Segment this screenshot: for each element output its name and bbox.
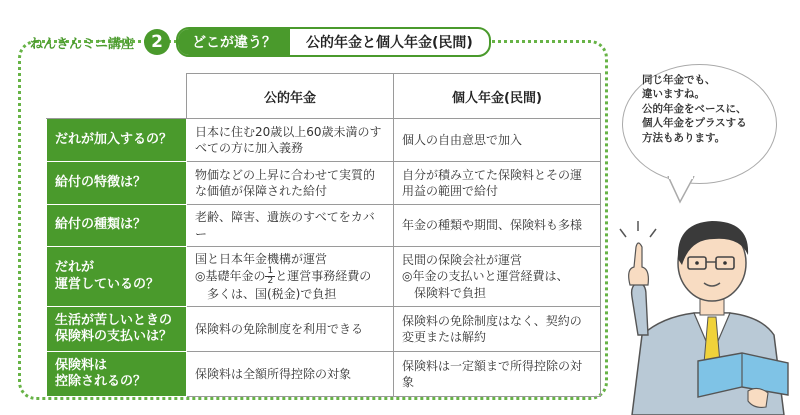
row-label xyxy=(47,307,187,352)
public-cell: 老齢、障害、遺族のすべてをカバー xyxy=(187,205,394,247)
private-cell: 自分が積み立てた保険料とその運用益の範囲で給付 xyxy=(394,162,601,205)
bubble-line: 違いますね。 xyxy=(642,88,705,101)
column-header-private: 個人年金(民間) xyxy=(394,74,601,119)
row-label-line: 生活が苦しいときの xyxy=(55,312,173,328)
row-label xyxy=(47,247,187,307)
bubble-line: 同じ年金でも、 xyxy=(642,74,716,86)
lesson-header xyxy=(30,27,491,57)
private-cell: 年金の種類や期間、保険料も多様 xyxy=(394,205,601,247)
cell-line: 国と日本年金機構が運営 xyxy=(195,251,328,266)
cell-line: 保険料で負担 xyxy=(414,285,487,300)
title-topic: 公的年金と個人年金(民間) xyxy=(306,35,473,51)
column-header-public: 公的年金 xyxy=(187,74,394,119)
comparison-table xyxy=(46,73,601,397)
public-cell: 保険料の免除制度を利用できる xyxy=(187,307,394,352)
series-label: ねんきんミニ講座 xyxy=(30,36,135,52)
bubble-line: 方法もあります。 xyxy=(642,131,726,144)
table-row xyxy=(47,247,601,307)
cell-line: 多くは、国(税金)で負担 xyxy=(207,287,337,301)
private-cell xyxy=(394,247,601,307)
private-cell: 保険料は一定額まで所得控除の対象 xyxy=(394,352,601,397)
fraction-numerator: 1 xyxy=(267,266,274,276)
cell-line: ◎年金の支払いと運営経費は、 xyxy=(402,269,569,284)
table-row xyxy=(47,162,601,205)
title-pill xyxy=(176,27,491,57)
row-label: 給付の特徴は？ xyxy=(47,162,187,205)
row-label-line: 保険料は xyxy=(55,357,108,373)
public-cell xyxy=(187,247,394,307)
table-header-row xyxy=(47,74,601,119)
private-cell: 保険料の免除制度はなく、契約の変更または解約 xyxy=(394,307,601,352)
row-label: 給付の種類は？ xyxy=(47,205,187,247)
public-cell: 物価などの上昇に合わせて実質的な価値が保障された給付 xyxy=(187,162,394,205)
table-row xyxy=(47,205,601,247)
cell-line: 民間の保険会社が運営 xyxy=(402,253,523,268)
bubble-line: 公的年金をベースに、 xyxy=(642,102,747,115)
table-row xyxy=(47,119,601,162)
public-cell: 保険料は全額所得控除の対象 xyxy=(187,352,394,397)
cell-line xyxy=(195,267,385,286)
speech-bubble-text xyxy=(642,73,762,145)
row-label-line: 控除されるの？ xyxy=(55,374,147,389)
row-label-line: だれが xyxy=(55,260,95,276)
cell-text: ◎基礎年金の xyxy=(195,269,266,283)
title-question: どこが違う？ xyxy=(178,29,290,55)
public-cell: 日本に住む20歳以上60歳未満のすべての方に加入義務 xyxy=(187,119,394,162)
private-cell: 個人の自由意思で加入 xyxy=(394,119,601,162)
lesson-number-badge: 2 xyxy=(144,29,170,55)
bubble-line: 個人年金をプラスする xyxy=(642,117,747,130)
cell-text: と運営事務経費の xyxy=(275,269,372,283)
fraction xyxy=(265,267,275,286)
row-label-line: 保険料の支払いは？ xyxy=(55,329,173,344)
row-label: だれが加入するの？ xyxy=(47,119,187,162)
row-label xyxy=(47,352,187,397)
row-label-line: 運営しているの？ xyxy=(55,276,160,292)
table-corner xyxy=(47,74,187,119)
table-row xyxy=(47,352,601,397)
fraction-denominator: 2 xyxy=(267,276,274,286)
table-row xyxy=(47,307,601,352)
advisor-illustration xyxy=(602,185,798,415)
